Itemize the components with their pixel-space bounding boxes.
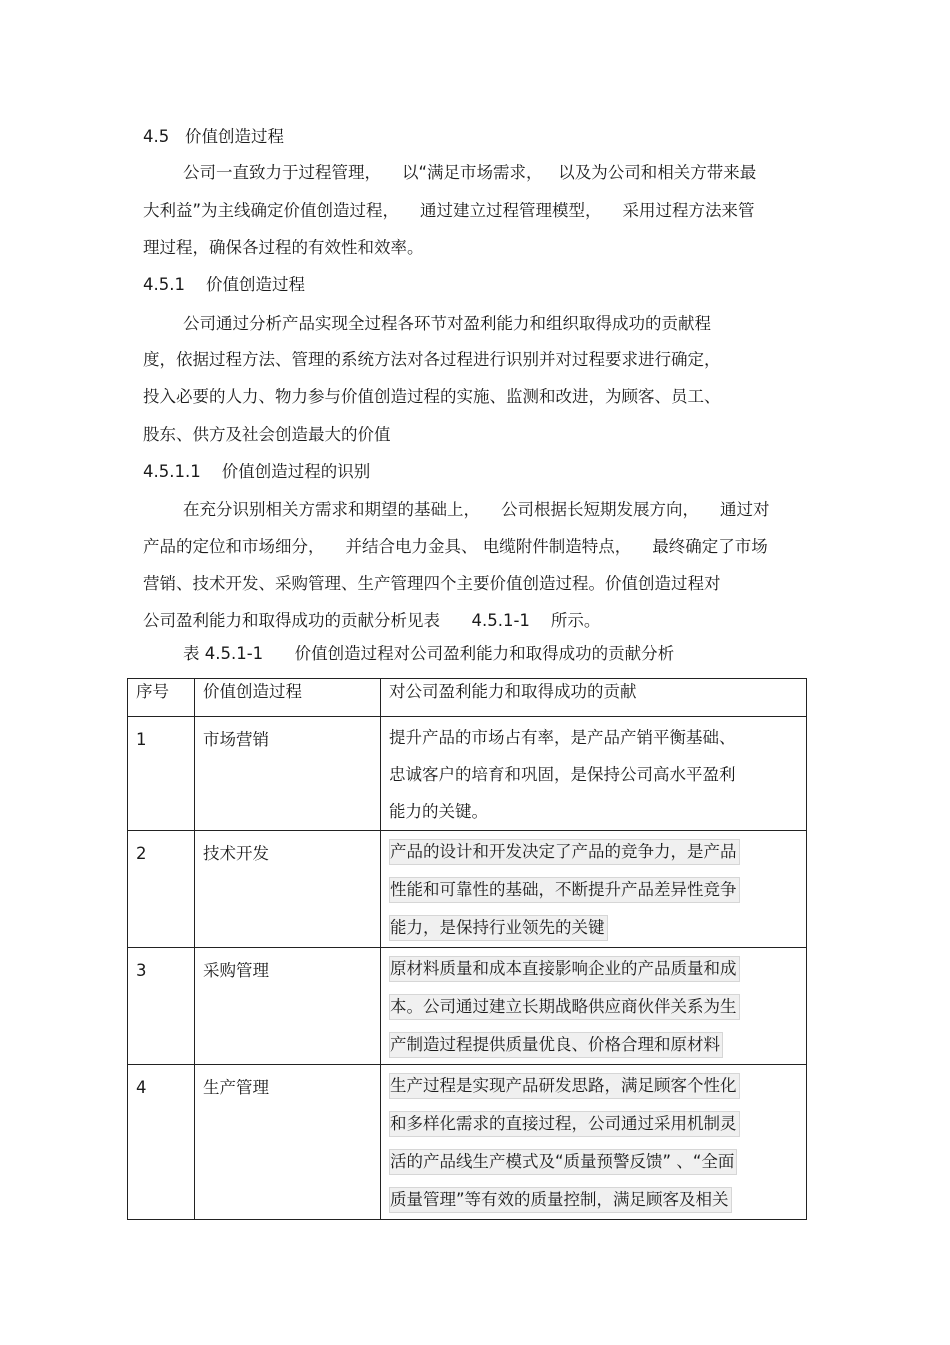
paragraph-line: 在充分识别相关方需求和期望的基础上， 公司根据长短期发展方向， 通过对 [183, 500, 770, 519]
paragraph-line: 理过程，确保各过程的有效性和效率。 [143, 238, 424, 257]
section-heading-4-5-1-1: 4.5.1.1 价值创造过程的识别 [143, 462, 371, 481]
paragraph-line: 公司盈利能力和取得成功的贡献分析见表 4.5.1-1 所示。 [143, 611, 601, 630]
contribution-line: 本。公司通过建立长期战略供应商伙伴关系为生 [389, 994, 740, 1020]
table-header-row [128, 679, 807, 717]
row-no: 4 [136, 1078, 147, 1097]
section-heading-4-5-1: 4.5.1 价值创造过程 [143, 275, 305, 294]
contribution-line: 质量管理”等有效的质量控制，满足顾客及相关 [389, 1187, 732, 1213]
row-contribution [381, 831, 806, 947]
row-process: 市场营销 [203, 730, 269, 749]
row-contribution [381, 1065, 806, 1219]
table-row [128, 717, 807, 831]
row-no: 2 [136, 844, 147, 863]
header-process: 价值创造过程 [203, 682, 302, 701]
contribution-line: 提升产品的市场占有率，是产品产销平衡基础、 [389, 728, 736, 747]
contribution-line: 忠诚客户的培育和巩固，是保持公司高水平盈利 [389, 765, 736, 784]
contribution-line: 能力，是保持行业领先的关键 [389, 915, 608, 941]
paragraph-line: 公司通过分析产品实现全过程各环节对盈利能力和组织取得成功的贡献程 [183, 314, 711, 333]
contribution-line: 能力的关键。 [389, 802, 488, 821]
paragraph-line: 产品的定位和市场细分， 并结合电力金具、 电缆附件制造特点， 最终确定了市场 [143, 537, 768, 556]
paragraph-line: 股东、供方及社会创造最大的价值 [143, 425, 391, 444]
contribution-line: 原材料质量和成本直接影响企业的产品质量和成 [389, 956, 740, 982]
contribution-line: 性能和可靠性的基础，不断提升产品差异性竞争 [389, 877, 740, 903]
contribution-line: 产品的设计和开发决定了产品的竞争力，是产品 [389, 839, 740, 865]
table-row [128, 948, 807, 1065]
table-row [128, 1065, 807, 1220]
contribution-line: 活的产品线生产模式及“质量预警反馈” 、“全面 [389, 1149, 737, 1175]
contribution-table [127, 678, 807, 1220]
header-no: 序号 [136, 682, 169, 701]
contribution-line: 产制造过程提供质量优良、价格合理和原材料 [389, 1032, 723, 1058]
row-no: 3 [136, 961, 147, 980]
paragraph-line: 营销、技术开发、采购管理、生产管理四个主要价值创造过程。价值创造过程对 [143, 574, 721, 593]
row-process: 生产管理 [203, 1078, 269, 1097]
contribution-line: 生产过程是实现产品研发思路，满足顾客个性化 [389, 1073, 740, 1099]
paragraph-line: 投入必要的人力、物力参与价值创造过程的实施、监测和改进，为顾客、员工、 [143, 387, 721, 406]
contribution-line: 和多样化需求的直接过程，公司通过采用机制灵 [389, 1111, 740, 1137]
row-process: 采购管理 [203, 961, 269, 980]
row-no: 1 [136, 730, 147, 749]
row-contribution [381, 948, 806, 1064]
section-heading-4-5: 4.5 价值创造过程 [143, 127, 284, 146]
paragraph-line: 大利益”为主线确定价值创造过程， 通过建立过程管理模型， 采用过程方法来管 [143, 201, 755, 220]
paragraph-line: 度，依据过程方法、管理的系统方法对各过程进行识别并对过程要求进行确定， [143, 350, 721, 369]
row-process: 技术开发 [203, 844, 269, 863]
table-caption: 表 4.5.1-1 价值创造过程对公司盈利能力和取得成功的贡献分析 [183, 644, 675, 663]
paragraph-line: 公司一直致力于过程管理， 以“满足市场需求， 以及为公司和相关方带来最 [183, 163, 757, 182]
table-row [128, 831, 807, 948]
header-contribution: 对公司盈利能力和取得成功的贡献 [389, 682, 637, 701]
row-contribution [381, 717, 806, 830]
